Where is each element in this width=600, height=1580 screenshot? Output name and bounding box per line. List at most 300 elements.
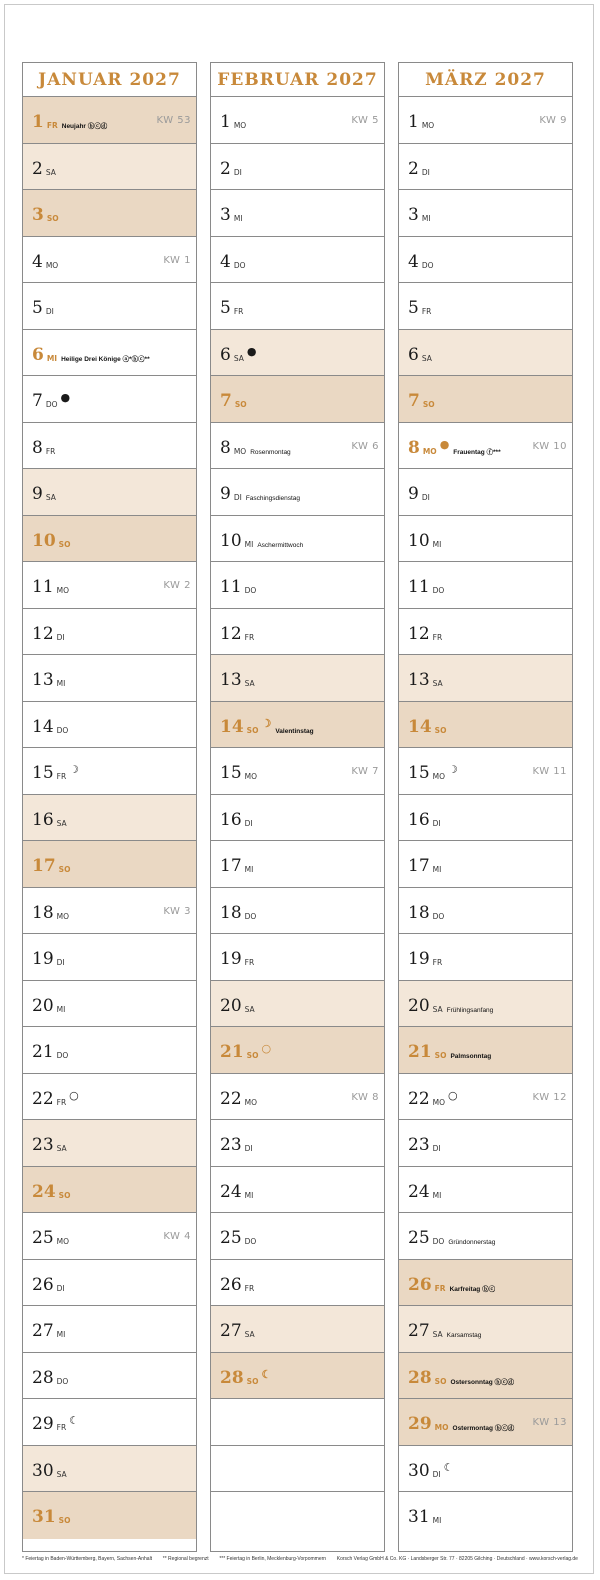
day-row[interactable] bbox=[211, 1353, 384, 1400]
weekday-abbr: SO bbox=[246, 1376, 259, 1386]
day-number: 8 bbox=[408, 437, 420, 458]
day-number: 10 bbox=[220, 530, 242, 551]
day-row[interactable] bbox=[399, 609, 572, 656]
day-number: 2 bbox=[220, 158, 231, 179]
day-row[interactable] bbox=[211, 1027, 384, 1074]
day-row[interactable] bbox=[23, 144, 196, 191]
weekday-abbr: SA bbox=[56, 1469, 67, 1479]
day-row[interactable] bbox=[399, 376, 572, 423]
day-row[interactable] bbox=[23, 888, 196, 935]
moon-phase-icon: ☽ bbox=[69, 763, 80, 776]
weekday-abbr: SA bbox=[244, 1004, 255, 1014]
month-title: FEBRUAR 2027 bbox=[211, 63, 384, 97]
day-row[interactable] bbox=[399, 1260, 572, 1307]
day-row[interactable] bbox=[211, 702, 384, 749]
day-row[interactable] bbox=[211, 1260, 384, 1307]
weekday-abbr: FR bbox=[434, 1283, 446, 1293]
day-row[interactable] bbox=[211, 1399, 384, 1446]
day-row[interactable] bbox=[211, 190, 384, 237]
day-row[interactable] bbox=[23, 748, 196, 795]
day-cell-content bbox=[220, 1228, 256, 1248]
day-number: 3 bbox=[408, 205, 419, 225]
day-cell-content bbox=[408, 484, 430, 504]
moon-phase-icon: ☾ bbox=[261, 1367, 272, 1381]
weekday-abbr: SO bbox=[434, 725, 447, 735]
day-row[interactable] bbox=[211, 469, 384, 516]
day-row[interactable] bbox=[399, 1399, 572, 1446]
calendar-week-label: KW 13 bbox=[532, 1417, 567, 1428]
weekday-abbr: SO bbox=[46, 214, 59, 223]
footer bbox=[22, 1556, 578, 1568]
day-cell-content bbox=[220, 1089, 257, 1109]
day-cell-content bbox=[220, 345, 256, 365]
day-cell-content bbox=[408, 1507, 441, 1527]
day-row[interactable] bbox=[23, 1213, 196, 1260]
weekday-abbr: MO bbox=[421, 121, 435, 130]
weekday-abbr: FR bbox=[56, 1423, 67, 1432]
day-number: 30 bbox=[32, 1460, 54, 1481]
day-number: 5 bbox=[220, 298, 231, 318]
day-row[interactable] bbox=[399, 562, 572, 609]
weekday-abbr: MO bbox=[244, 772, 258, 781]
day-row[interactable] bbox=[399, 748, 572, 795]
weekday-abbr: MO bbox=[432, 1097, 446, 1107]
day-cell-content bbox=[32, 1414, 79, 1434]
day-number: 20 bbox=[220, 995, 242, 1016]
day-row[interactable] bbox=[211, 376, 384, 423]
weekday-abbr: MO bbox=[422, 446, 437, 456]
day-number: 27 bbox=[32, 1321, 54, 1341]
weekday-abbr: DO bbox=[244, 1237, 257, 1246]
weekday-abbr: SA bbox=[244, 679, 255, 688]
day-row[interactable] bbox=[399, 423, 572, 470]
day-cell-content bbox=[408, 345, 432, 365]
weekday-abbr: SA bbox=[56, 1144, 67, 1153]
day-row[interactable] bbox=[211, 655, 384, 702]
day-cell-content bbox=[408, 1182, 441, 1202]
weekday-abbr: SO bbox=[58, 865, 71, 874]
weekday-abbr: MI bbox=[432, 1516, 442, 1525]
day-number: 13 bbox=[220, 670, 242, 690]
day-row[interactable] bbox=[399, 283, 572, 330]
day-cell-content bbox=[220, 717, 314, 737]
day-number: 11 bbox=[220, 577, 242, 597]
day-number: 1 bbox=[408, 112, 419, 132]
day-number: 8 bbox=[32, 437, 43, 458]
day-number: 15 bbox=[32, 763, 54, 783]
calendar-week-label: KW 1 bbox=[163, 254, 191, 266]
day-cell-content bbox=[408, 1414, 514, 1434]
day-number: 20 bbox=[32, 995, 54, 1016]
day-number: 19 bbox=[220, 949, 242, 969]
day-row[interactable] bbox=[211, 423, 384, 470]
day-row[interactable] bbox=[211, 1213, 384, 1260]
day-row[interactable] bbox=[23, 1120, 196, 1167]
day-row[interactable] bbox=[211, 1492, 384, 1539]
day-cell-content bbox=[32, 205, 59, 225]
weekday-abbr: SA bbox=[432, 1004, 443, 1014]
day-cell-content bbox=[220, 252, 246, 272]
day-cell-content bbox=[32, 1182, 70, 1202]
day-number: 4 bbox=[408, 251, 419, 272]
weekday-abbr: DI bbox=[421, 493, 430, 502]
day-cell-content bbox=[408, 159, 430, 179]
weekday-abbr: DO bbox=[233, 260, 246, 270]
day-row[interactable] bbox=[399, 330, 572, 377]
day-row[interactable] bbox=[399, 841, 572, 888]
weekday-abbr: SA bbox=[45, 167, 56, 177]
day-number: 21 bbox=[220, 1042, 244, 1062]
day-number: 20 bbox=[408, 995, 430, 1016]
weekday-abbr: SA bbox=[233, 353, 244, 363]
day-row[interactable] bbox=[211, 888, 384, 935]
holiday-label: Rosenmontag bbox=[250, 448, 291, 456]
day-number: 17 bbox=[220, 856, 242, 876]
day-cell-content bbox=[32, 1507, 70, 1527]
weekday-abbr: MO bbox=[233, 446, 247, 456]
day-number: 16 bbox=[220, 809, 242, 830]
weekday-abbr: FR bbox=[432, 632, 443, 642]
day-number: 6 bbox=[220, 344, 231, 365]
day-row[interactable] bbox=[23, 841, 196, 888]
day-cell-content bbox=[220, 763, 257, 783]
day-row[interactable] bbox=[211, 1446, 384, 1493]
footnote-1: * Feiertag in Baden-Württemberg, Bayern, Sachsen-Anhalt bbox=[22, 1556, 153, 1562]
weekday-abbr: MO bbox=[434, 1423, 449, 1432]
day-row[interactable] bbox=[23, 190, 196, 237]
weekday-abbr: SO bbox=[234, 400, 247, 409]
day-number: 25 bbox=[220, 1228, 242, 1248]
day-cell-content bbox=[408, 1368, 514, 1388]
moon-phase-icon: ● bbox=[439, 437, 450, 451]
day-row[interactable] bbox=[399, 1167, 572, 1214]
weekday-abbr: DI bbox=[432, 818, 441, 828]
day-number: 11 bbox=[32, 577, 54, 597]
day-number: 8 bbox=[220, 437, 231, 458]
day-number: 21 bbox=[408, 1042, 432, 1062]
day-row[interactable] bbox=[399, 469, 572, 516]
weekday-abbr: FR bbox=[56, 772, 67, 781]
day-row[interactable] bbox=[23, 1260, 196, 1307]
day-cell-content bbox=[32, 1275, 65, 1295]
day-number: 22 bbox=[32, 1088, 54, 1109]
day-row[interactable] bbox=[211, 1306, 384, 1353]
day-row[interactable] bbox=[23, 1492, 196, 1539]
day-number: 29 bbox=[32, 1414, 54, 1434]
day-cell-content bbox=[408, 1321, 481, 1341]
weekday-abbr: SO bbox=[434, 1376, 447, 1386]
day-row[interactable] bbox=[399, 888, 572, 935]
weekday-abbr: MO bbox=[432, 772, 446, 781]
calendar-week-label: KW 8 bbox=[351, 1091, 379, 1103]
day-cell-content bbox=[220, 484, 300, 504]
day-row[interactable] bbox=[23, 981, 196, 1028]
day-row[interactable] bbox=[211, 97, 384, 144]
day-row[interactable] bbox=[399, 1353, 572, 1400]
weekday-abbr: SO bbox=[246, 1051, 259, 1060]
day-cell-content bbox=[408, 531, 441, 551]
day-cell-content bbox=[408, 1135, 441, 1155]
weekday-abbr: MI bbox=[56, 1330, 66, 1339]
day-row[interactable] bbox=[23, 516, 196, 563]
day-row[interactable] bbox=[399, 1074, 572, 1121]
day-cell-content bbox=[220, 856, 253, 876]
day-row[interactable] bbox=[23, 1306, 196, 1353]
holiday-label: Valentinstag bbox=[275, 727, 314, 735]
day-row[interactable] bbox=[23, 283, 196, 330]
holiday-label: Heilige Drei Könige ⓐ*ⓑⓒ** bbox=[61, 355, 150, 363]
day-cell-content bbox=[220, 670, 255, 690]
day-number: 9 bbox=[32, 484, 43, 504]
day-row[interactable] bbox=[23, 330, 196, 377]
moon-phase-icon: ☾ bbox=[443, 1460, 454, 1474]
weekday-abbr: FR bbox=[421, 307, 432, 316]
day-row[interactable] bbox=[23, 702, 196, 749]
weekday-abbr: DI bbox=[45, 307, 54, 316]
calendar-week-label: KW 4 bbox=[163, 1231, 191, 1242]
moon-phase-icon: ☾ bbox=[69, 1414, 80, 1427]
day-row[interactable] bbox=[399, 1492, 572, 1539]
weekday-abbr: MI bbox=[244, 539, 254, 549]
day-row[interactable] bbox=[211, 237, 384, 284]
weekday-abbr: MO bbox=[56, 911, 70, 921]
day-row[interactable] bbox=[211, 283, 384, 330]
day-row[interactable] bbox=[23, 97, 196, 144]
day-cell-content bbox=[408, 717, 446, 737]
weekday-abbr: FR bbox=[56, 1097, 67, 1107]
weekday-abbr: DO bbox=[421, 260, 434, 270]
weekday-abbr: FR bbox=[432, 958, 443, 967]
day-row[interactable] bbox=[23, 655, 196, 702]
day-row[interactable] bbox=[23, 795, 196, 842]
day-number: 3 bbox=[220, 205, 231, 225]
day-number: 18 bbox=[220, 902, 242, 923]
weekday-abbr: FR bbox=[244, 958, 255, 967]
day-cell-content bbox=[32, 949, 65, 969]
day-cell-content bbox=[220, 624, 254, 644]
day-row[interactable] bbox=[211, 1074, 384, 1121]
day-row[interactable] bbox=[211, 795, 384, 842]
weekday-abbr: FR bbox=[46, 121, 58, 130]
day-row[interactable] bbox=[399, 190, 572, 237]
weekday-abbr: MO bbox=[244, 1097, 258, 1107]
day-row[interactable] bbox=[211, 748, 384, 795]
day-row[interactable] bbox=[399, 1027, 572, 1074]
day-number: 23 bbox=[220, 1135, 242, 1155]
day-number: 5 bbox=[408, 298, 419, 318]
day-row[interactable] bbox=[211, 609, 384, 656]
month-title: MÄRZ 2027 bbox=[399, 63, 572, 97]
day-cell-content bbox=[32, 345, 150, 365]
day-row[interactable] bbox=[211, 1120, 384, 1167]
holiday-label: Gründonnerstag bbox=[448, 1239, 496, 1246]
weekday-abbr: DI bbox=[244, 1144, 253, 1153]
day-number: 12 bbox=[220, 623, 242, 644]
day-row[interactable] bbox=[399, 702, 572, 749]
weekday-abbr: DO bbox=[56, 1376, 69, 1386]
day-cell-content bbox=[32, 298, 54, 318]
day-row[interactable] bbox=[23, 1074, 196, 1121]
moon-phase-icon: ● bbox=[246, 344, 257, 358]
day-row[interactable] bbox=[211, 1167, 384, 1214]
day-number: 17 bbox=[32, 856, 56, 876]
day-cell-content bbox=[220, 996, 255, 1016]
day-row[interactable] bbox=[23, 1399, 196, 1446]
day-number: 31 bbox=[408, 1507, 430, 1527]
day-cell-content bbox=[32, 112, 107, 132]
day-number: 6 bbox=[32, 344, 44, 365]
weekday-abbr: DO bbox=[244, 586, 257, 595]
day-number: 7 bbox=[32, 391, 43, 411]
day-row[interactable] bbox=[23, 609, 196, 656]
day-row[interactable] bbox=[399, 1213, 572, 1260]
day-number: 10 bbox=[408, 530, 430, 551]
day-row[interactable] bbox=[399, 237, 572, 284]
day-cell-content bbox=[32, 577, 69, 597]
day-cell-content bbox=[32, 1042, 68, 1062]
day-cell-content bbox=[32, 1321, 65, 1341]
day-cell-content bbox=[220, 298, 243, 318]
moon-phase-icon: ○ bbox=[261, 1042, 272, 1055]
day-row[interactable] bbox=[399, 981, 572, 1028]
weekday-abbr: SA bbox=[244, 1330, 255, 1339]
day-number: 19 bbox=[408, 949, 430, 969]
day-cell-content bbox=[408, 252, 434, 272]
day-cell-content bbox=[408, 996, 493, 1016]
day-number: 28 bbox=[408, 1367, 432, 1388]
weekday-abbr: SA bbox=[432, 679, 443, 688]
day-row[interactable] bbox=[23, 376, 196, 423]
weekday-abbr: SO bbox=[58, 1516, 71, 1525]
day-row[interactable] bbox=[23, 469, 196, 516]
weekday-abbr: DO bbox=[56, 1051, 69, 1060]
holiday-label: Aschermittwoch bbox=[257, 541, 304, 549]
calendar-week-label: KW 6 bbox=[351, 440, 379, 452]
moon-phase-icon: ○ bbox=[448, 1088, 458, 1102]
weekday-abbr: MI bbox=[421, 214, 431, 223]
day-number: 9 bbox=[408, 484, 419, 504]
weekday-abbr: DO bbox=[56, 725, 69, 735]
weekday-abbr: FR bbox=[233, 307, 244, 316]
weekday-abbr: DI bbox=[233, 493, 242, 502]
day-row[interactable] bbox=[211, 841, 384, 888]
day-cell-content bbox=[32, 252, 58, 272]
weekday-abbr: FR bbox=[244, 1283, 255, 1293]
day-cell-content bbox=[32, 996, 65, 1016]
day-row[interactable] bbox=[399, 934, 572, 981]
weekday-abbr: DI bbox=[56, 632, 65, 642]
day-cell-content bbox=[32, 717, 68, 737]
day-row[interactable] bbox=[211, 516, 384, 563]
weekday-abbr: MI bbox=[56, 679, 66, 688]
day-row[interactable] bbox=[399, 1306, 572, 1353]
day-row[interactable] bbox=[23, 237, 196, 284]
day-row[interactable] bbox=[23, 1446, 196, 1493]
day-number: 22 bbox=[408, 1088, 430, 1109]
day-row[interactable] bbox=[23, 1353, 196, 1400]
day-row[interactable] bbox=[399, 144, 572, 191]
day-row[interactable] bbox=[211, 934, 384, 981]
day-row[interactable] bbox=[211, 562, 384, 609]
calendar-week-label: KW 5 bbox=[351, 115, 379, 126]
weekday-abbr: DI bbox=[432, 1144, 441, 1153]
day-number: 26 bbox=[220, 1274, 242, 1295]
day-row[interactable] bbox=[23, 1167, 196, 1214]
day-row[interactable] bbox=[399, 795, 572, 842]
day-number: 24 bbox=[32, 1181, 56, 1202]
holiday-label: Frühlingsanfang bbox=[446, 1006, 494, 1014]
day-row[interactable] bbox=[399, 97, 572, 144]
day-row[interactable] bbox=[211, 981, 384, 1028]
calendar-week-label: KW 12 bbox=[532, 1091, 567, 1103]
day-cell-content bbox=[408, 1042, 491, 1062]
day-number: 27 bbox=[220, 1321, 242, 1341]
day-cell-content bbox=[220, 391, 247, 411]
holiday-label: Neujahr ⓑⓒⓓ bbox=[61, 123, 108, 130]
day-row[interactable] bbox=[23, 562, 196, 609]
day-row[interactable] bbox=[399, 1446, 572, 1493]
day-cell-content bbox=[408, 577, 444, 597]
day-cell-content bbox=[220, 531, 303, 551]
day-cell-content bbox=[220, 810, 253, 830]
day-number: 29 bbox=[408, 1414, 432, 1434]
day-number: 5 bbox=[32, 298, 43, 318]
day-cell-content bbox=[408, 670, 443, 690]
day-number: 7 bbox=[220, 391, 232, 411]
holiday-label: Ostermontag ⓑⓒⓓ bbox=[452, 1425, 515, 1432]
day-cell-content bbox=[32, 856, 70, 876]
day-row[interactable] bbox=[23, 1027, 196, 1074]
day-number: 28 bbox=[220, 1367, 244, 1388]
day-row[interactable] bbox=[399, 516, 572, 563]
day-number: 1 bbox=[32, 112, 44, 132]
weekday-abbr: MO bbox=[56, 586, 70, 595]
footnote-2: ** Regional begrenzt bbox=[162, 1556, 209, 1562]
weekday-abbr: MO bbox=[45, 260, 59, 270]
day-number: 15 bbox=[220, 763, 242, 783]
weekday-abbr: SO bbox=[434, 1051, 447, 1060]
weekday-abbr: MI bbox=[233, 214, 243, 223]
day-cell-content bbox=[220, 1461, 223, 1481]
weekday-abbr: DI bbox=[432, 1469, 441, 1479]
publisher-info: Korsch Verlag GmbH & Co. KG · Landsberger Str. 77 · 82205 Gilching · Deutschland · www.korsch-verlag.de bbox=[336, 1556, 578, 1562]
month-column bbox=[398, 62, 573, 1552]
day-row[interactable] bbox=[211, 144, 384, 191]
day-row[interactable] bbox=[399, 655, 572, 702]
day-number: 26 bbox=[408, 1274, 432, 1295]
weekday-abbr: SA bbox=[432, 1330, 443, 1339]
day-cell-content bbox=[408, 298, 431, 318]
day-cell-content bbox=[220, 112, 246, 132]
holiday-label: Karfreitag ⓑⓒ bbox=[449, 1285, 496, 1293]
day-row[interactable] bbox=[23, 423, 196, 470]
day-row[interactable] bbox=[23, 934, 196, 981]
weekday-abbr: DI bbox=[56, 958, 65, 967]
weekday-abbr: FR bbox=[244, 632, 255, 642]
weekday-abbr: MI bbox=[432, 1190, 442, 1200]
day-cell-content bbox=[220, 1135, 253, 1155]
day-row[interactable] bbox=[399, 1120, 572, 1167]
moon-phase-icon: ☽ bbox=[448, 763, 458, 776]
day-number: 1 bbox=[220, 112, 231, 132]
day-cell-content bbox=[220, 1275, 254, 1295]
day-row[interactable] bbox=[211, 330, 384, 377]
day-number: 13 bbox=[32, 670, 54, 690]
moon-phase-icon: ☽ bbox=[261, 716, 272, 730]
weekday-abbr: DI bbox=[244, 818, 253, 828]
day-number: 23 bbox=[32, 1135, 54, 1155]
weekday-abbr: DO bbox=[432, 586, 445, 595]
